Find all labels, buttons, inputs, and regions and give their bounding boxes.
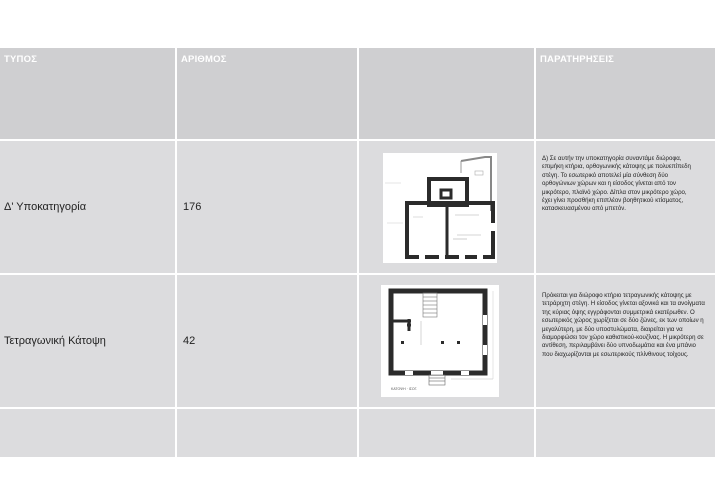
row1-count-cell: [177, 141, 357, 273]
row2-count-cell: [177, 275, 357, 407]
header-type-label: ΤΥΠΟΣ: [4, 54, 38, 65]
row2-plan-cell: [359, 275, 534, 407]
row2-note-text: Πρόκειται για διώροφο κτήριο τετραγωνικής κάτοψης με τετράριχτη στέγη. Η είσοδος γίνεται αξονικά και τα ανοίγματα της κύριας όψης εγγράφονται συμμετρικά εκατέρωθεν. Ο εσωτερικός χώρος χωρίζεται σε δύο ζώνες, εκ των οποίων η μεγαλύτερη, με δύο υποστυλώματα, διαιρείται για να διαμορφώσει τον χώρο καθιστικού-κουζίνας. Η μικρότερη σε αντίθεση, περιλαμβάνει δύο υπνοδωμάτια και ένα μπάνιο που διαχωρίζονται με εσωτερικούς πλίνθινους τοίχους.: [542, 292, 705, 358]
typology-table: [0, 48, 715, 451]
row3-count-cell: [177, 409, 357, 457]
header-count-label: ΑΡΙΘΜΟΣ: [181, 54, 227, 65]
row1-type-text: Δ' Υποκατηγορία: [4, 201, 87, 213]
row2-count-text: 42: [183, 335, 196, 347]
plan-caption: ΚΑΤΟΨΗ · ΙΣΟΓ.: [391, 387, 418, 391]
row1-type-cell: [0, 141, 175, 273]
floor-plan-square: [381, 285, 499, 397]
row2-notes-cell: [536, 275, 715, 407]
row1-notes-cell: [536, 141, 715, 273]
row3-plan-cell: [359, 409, 534, 457]
floor-plan-d-subcategory: [383, 153, 497, 263]
row2-type-text: Τετραγωνική Κάτοψη: [4, 335, 106, 347]
header-count-cell: [177, 48, 357, 139]
header-notes-label: ΠΑΡΑΤΗΡΗΣΕΙΣ: [540, 54, 615, 65]
row1-note-text: Δ) Σε αυτήν την υποκατηγορία συναντάμε διώροφα, επιμήκη κτήρια, ορθογωνικής κάτοψης με πολυεπίπεδη στέγη. Το εσωτερικό αποτελεί μία σύνθεση δύο ορθογώνιων χώρων και η είσοδος γίνεται από τον μικρότερο, πλαϊνό χώρο. Δίπλα στον μικρότερο χώρο, έχει γίνει προσθήκη επιπλέον βοηθητικού κτίσματος, κατασκευασμένου από μπετόν.: [542, 155, 691, 213]
row2-type-cell: [0, 275, 175, 407]
header-type-cell: [0, 48, 175, 139]
row3-type-cell: [0, 409, 175, 457]
row1-count-text: 176: [183, 201, 202, 213]
header-image-cell: [359, 48, 534, 139]
row3-notes-cell: [536, 409, 715, 457]
row1-plan-cell: [359, 141, 534, 273]
header-notes-cell: [536, 48, 715, 139]
